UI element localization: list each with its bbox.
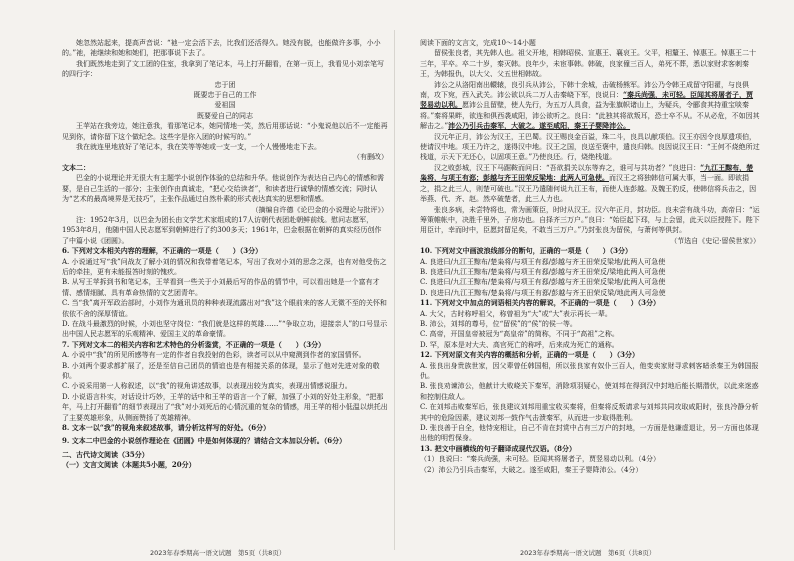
underlined-sentence: 沛公乃引兵击秦军，大破之。遂至咸阳，秦王子婴降沛公。: [448, 121, 631, 131]
story-paragraph: 我在就连里地放好了笔记本，我在笑等等她或一支一支，一个人慢慢地走下去。: [76, 143, 321, 152]
page-gutter: [394, 30, 395, 550]
story-paragraph: 王苹站在我旁边，她注意我，看那笔记本，她同情地一笑，然后用那话说：“小鬼说他以后不一定能再见到你，请你留下这个做纪念。这些字是你入团的时候写的。”: [62, 122, 388, 141]
footer-left: 2023年春季期高一语文试题 第5页（共8页）: [150, 549, 286, 557]
footnote: 注：1952年3月，以巴金为团长由文学艺术家组成的17人访朝代表团赴朝鲜前线。慰问志愿军，1953年8月，他随中国人民志愿军到朝鲜进行了约300多天；1961年，巴金根据在朝鲜的真实经历创作了中篇小说《团圆》。: [62, 215, 382, 245]
question-9: 9. 文本二中巴金的小说创作理论在《团圆》中是如何体现的？请结合文本加以分析。（6分）: [62, 436, 347, 446]
classical-paragraph: 张良多病，未尝特将也，常为画策臣，时时从汉王。汉六年正月，封功臣。良未尝有战斗功，高帝曰：“运筹策帷帐中，决胜千里外，子房功也。自择齐三万户。”良曰：“始臣起下邳，与上会留，此天以臣授陛下。陛下用臣计，幸而时中，臣愿封留足矣，不敢当三万户。”乃封张良为留侯，与萧何等俱封。: [420, 205, 760, 235]
option-6c: C. 当“我”离开军政治部时，小刘作为通讯员的种种表现流露出对“我”这个眼前来的客人无微不至的关怀和依依不舍的深厚情谊。: [62, 299, 387, 318]
question-10: 10. 下列对文中画波浪线部分的断句，正确的一项是（ ）（3分）: [420, 246, 632, 256]
option-7a: A. 小说中“我”的所见所感等有一定的作者自我投射的色彩，读者可以从中窥测到作者的家国情怀。: [62, 351, 366, 360]
option-6a: A. 小说通过写“我”问战友了解小刘的情况和我带着笔记本，写出了我对小刘的思念之深，也有对他受伤之后的牵挂，更有未能报答时刻的愧疚。: [62, 257, 387, 276]
option-10c: C. 良进曰/九江王黥布/楚枭将/与项王有郄/彭越与齐王田荣反梁地/此两人可急使: [420, 278, 666, 287]
option-10a: A. 良进曰/九江王黥布/楚枭将/与项王有郄/彭越与齐王田荣反梁地/此两人可急使: [420, 257, 666, 266]
notebook-line: 既要忠于自己的工作: [193, 91, 257, 100]
wavy-underlined-sentence: “九江王黥布，楚枭将，与项王有郄；彭越与齐王田荣反梁地：此两人可急使。: [420, 162, 754, 183]
classical-paragraph: 留侯张良者，其先韩人也。祖父开地，相韩昭侯、宣惠王、襄哀王。父平，相釐王、悼惠王。悼惠王二十三年，平卒。卒二十岁，秦灭韩。良年少，未宦事韩。韩破，良家僮三百人，弟死不葬，悉以家财求客刺秦王，为韩报仇，以大父、父五世相韩故。: [420, 49, 756, 79]
option-6b: B. 从写王苹拆到书和笔记本，王苹看到一些关于小刘最后写的作品的情节中，可以看出她是一个富有才情、感情细腻、具有革命热情的文艺团青年。: [62, 278, 380, 297]
option-12c: C. 在刘邦击败秦军后，张良建议刘邦用重宝收买秦将，但秦将反叛请求与刘邦共同攻取咸阳时，张良冷静分析其中的危险因素，建议刘邦一鼓作气击溃秦军，从而进一步取得胜利。: [420, 403, 759, 422]
classical-paragraph: [420, 80, 760, 132]
text2-heading: 文本二：: [62, 162, 90, 172]
option-11c: C. 高帝，开国皇帝被冠为“高皇帝”的简称，不同于“高祖”之称。: [420, 330, 619, 339]
source-note: （节选自《史记·留侯世家》）: [670, 236, 760, 245]
classical-paragraph: 汉元年正月，沛公为汉王，王巴蜀。汉王赐良金百溢，珠二斗，良具以献项伯。汉王亦因令良厚遗项伯，使请汉中地。项王乃许之，遂得汉中地。汉王之国，良送至褒中，遣良归韩。良因说汉王曰：“王何不烧绝所过栈道，示天下无还心，以固项王意。”乃使良还。行，烧绝栈道。: [420, 132, 760, 162]
question-11: 11. 下列对文中加点的词语相关内容的解说，不正确的一项是（ ）（3分）: [420, 298, 660, 308]
page-right: [420, 38, 760, 548]
question-13-part2: （2）沛公乃引兵击秦军，大破之。遂至咸阳，秦王子婴降沛公。（4分）: [420, 465, 643, 474]
story-paragraph: 我们既然地走到了文工团的住室，我拿到了笔记本，马上打开翻看，在第一页上，我看见小刘亲笔写的四行字：: [62, 59, 384, 79]
option-6d: D. 在战斗最激烈的时候，小刘也坚守岗位：“我们就是这样的英雄……”“争取立功，迎接亲人”的口号显示出中国人民志愿军的乐观精神、爱国主义的革命豪情。: [62, 319, 388, 339]
question-6: 6. 下列对文本相关内容的理解，不正确的一项是（ ）（3分）: [62, 246, 263, 256]
option-11a: A. 大父，古时称呼祖父，称曾祖为“大”或“大”表示再长一辈。: [420, 309, 612, 318]
option-12b: B. 张良劝谏沛公，他献计大败峣关下秦军，消除项羽疑心，使刘邦在得到汉中封地后能长期潜伏，以此来迷惑和控制住敌人。: [420, 382, 759, 401]
page-left: [62, 38, 388, 548]
reading-intro: 阅读下面的文言文，完成10～14小题: [420, 39, 536, 47]
text2-body: 巴金的小说理论并无很大有主题学小说创作体验的总结和升华。他说创作为表达自己内心的情感和需要，是自己生活的一部分；主张创作由真诚走，“把心交给读者”，和读者进行诚挚的情感交流；同时认为“艺术的最高境界是无技巧”，主张作品通过自然朴素的形式表达真实的思想和情感。: [62, 174, 384, 204]
classical-text: 愿沛公且留壁，使人先行，为五万人具食，益为张旗帜诸山上，为疑兵，令郦食其持重宝啖秦将。”秦将果畔，欲连和俱西袭咸阳，沛公欲听之。良曰：“此独其将欲叛耳，恐士卒不从。不从必危，不如因其解击之。”: [420, 101, 760, 131]
question-12: 12. 下列对原文有关内容的概括和分析，正确的一项是（ ）（3分）: [420, 350, 639, 360]
classical-text: 汉之败彭城，汉王下马踞鞍而问曰：“吾欲捐关以东等弃之，谁可与共功者？”良进曰：: [434, 163, 701, 172]
story-paragraph: 她忽然站起来，提高声音说：“祂一定会活下去，比我们还活得久。她没有脱，也能做许多事，小小的。”祂，祂继续和她和她们，把那事说下去了。: [62, 39, 381, 58]
underlined-sentence: “秦兵尚强，未可轻。臣闻其将屠者子，贾竖易动以利。: [420, 90, 754, 110]
question-7: 7. 下列对文本二的相关内容和艺术特色的分析鉴赏，不正确的一项是（ ）（3分）: [62, 339, 326, 349]
option-10b: B. 良进曰/九江王黥布/楚枭将/与项王有郄/彭越与齐王田荣反/梁地此两人可急使: [420, 267, 666, 276]
footer-right: 2023年春季期高一语文试题 第6页（共8页）: [520, 549, 656, 557]
section-heading: 二、古代诗文阅读（35分）: [62, 449, 149, 459]
option-12a: A. 张良出身贵族世家，因父辈曾任韩国相，所以张良家有奴仆三百人，他变卖家财寻求刺客暗杀秦王为韩国报仇。: [420, 361, 759, 380]
option-7c: C. 小说采用第一人称叙述，以“我”的视角讲述故事，以表现出较为真实，表现出情感说服力。: [62, 382, 352, 391]
subsection-heading: （一）文言文阅读（本题共5小题，20分）: [62, 460, 196, 470]
classical-text: 而汉王之将独韩信可属大事，当一面。即欲捐之，捐之此三人，则楚可破也。”汉王乃遣随何说九江王布，而使人连彭越。及魏王豹反，使韩信将兵击之，因举燕、代、齐、赵。然卒破楚者，此三人力也。: [420, 174, 757, 204]
notebook-line: 既要爱自己的同志: [197, 111, 253, 120]
text2-source: （摘编自许德《论巴金的小说理论与批评》）: [251, 205, 388, 214]
option-7b: B. 小刘两个要求都扩展了，还是至信自己团员的情谊也是有相接关系的体现，显示了他对先进对象的敬仰。: [62, 361, 380, 380]
classical-text: 沛公之从洛阳南出轘辕，良引兵从沛公，下韩十余城，击破杨熊军。沛公乃令韩王成留守阳翟，与良俱南，攻下宛，西入武关。沛公欲以兵二万人击秦峣下军，良说曰：: [420, 80, 749, 100]
question-13-part1: （1）良说曰：“秦兵尚强，未可轻。臣闻其将屠者子，贾竖易动以利。（4分）: [420, 455, 660, 464]
notebook-line: 爱祖国: [214, 101, 236, 110]
classical-paragraph: [420, 163, 760, 205]
option-11b: B. 沛公，刘邦的尊号，位“留侯”的“侯”的侯一等。: [420, 319, 577, 328]
option-12d: D. 张良善于自全，他恃宠相让，自己不肯在封赏中占有三万户的封地，一方面是他谦虚退让，另一方面也体现出他的明哲保身。: [420, 424, 759, 443]
option-7d: D. 小说语言朴实，对话设计巧妙，王苹的话中和王苹的语言一个了解，加强了小刘的好处主形象，“把那年，马上打开翻看”的细节表现出了“我”对小刘死后的心情沉重的复杂的情感，用王苹的相小低温以烘托出了主要英雄形象，从侧面赞扬了英雄精神。: [62, 392, 388, 422]
notebook-line: 忠于团: [214, 80, 236, 89]
option-11d: D. 罕，原本是对大夫、高官死亡的称呼，后来成为死亡的通称。: [420, 340, 619, 349]
edit-note: （有删改）: [353, 153, 388, 162]
question-8: 8. 文本一以“我”的视角来叙述故事，请分析这样写的好处。（6分）: [62, 423, 271, 433]
option-10d: D. 良进曰/九江王黥布/楚枭将/与项王有郄/彭越与齐王田荣反梁/地此两人可急使: [420, 288, 666, 297]
question-13: 13. 把文中画横线的句子翻译成现代汉语。（8分）: [420, 443, 576, 453]
